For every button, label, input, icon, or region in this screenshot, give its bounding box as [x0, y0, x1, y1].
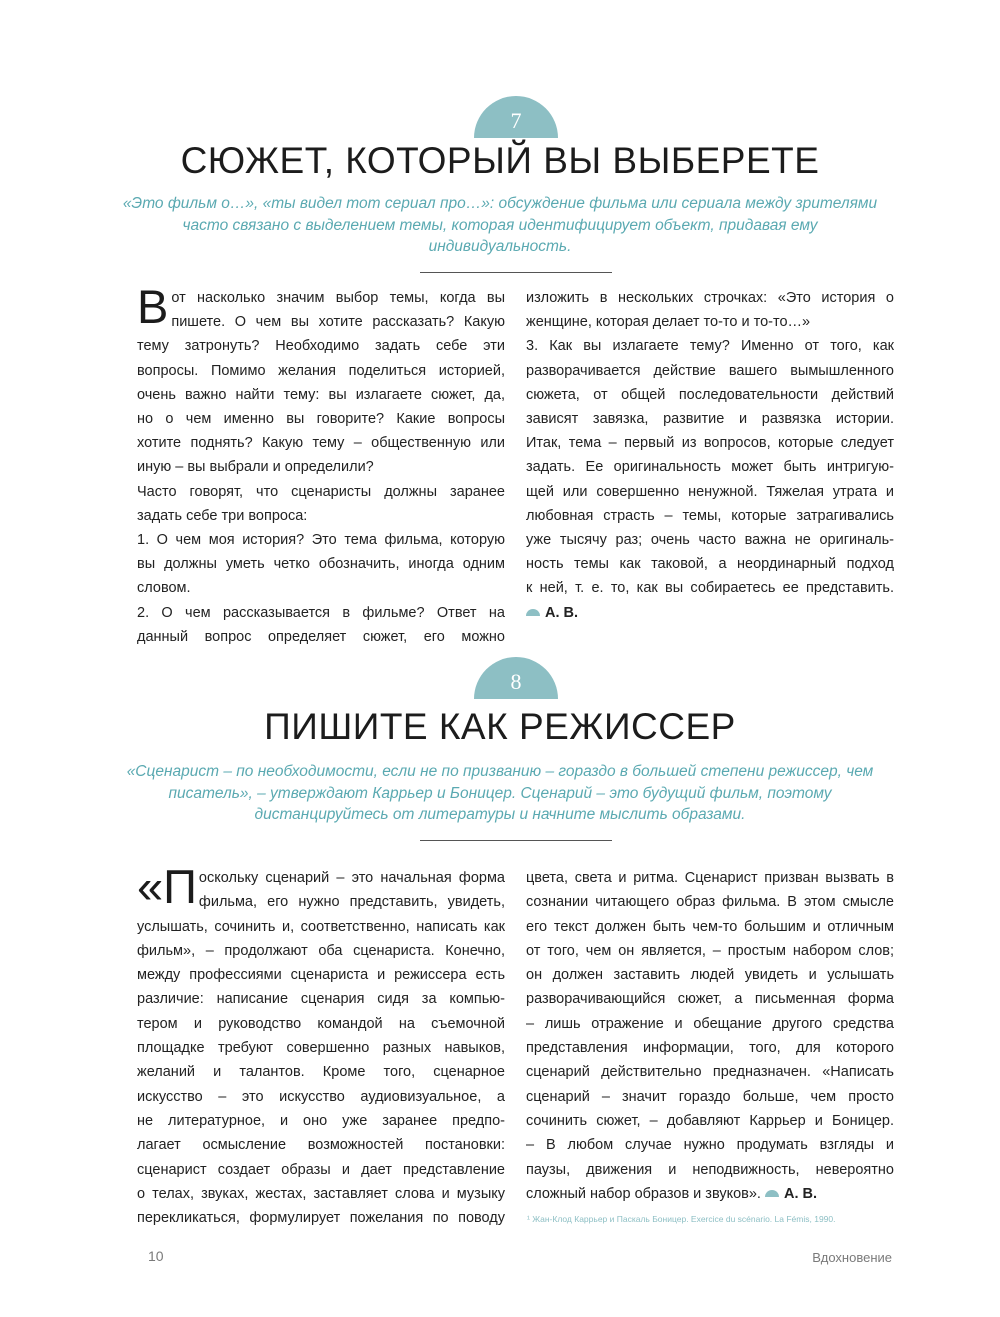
section-lead: «Сценарист – по необходимости, если не по призванию – гораздо в большей степени режиссер, чем писатель», – утверждают Каррьер и Боницер. Сценарий – это будущий фильм, поэтому дистанцируйтесь от литературы и начните мыслить образами.	[126, 763, 874, 823]
body-column-left	[137, 860, 505, 1230]
text-line: фильма, его нужно представить, увидеть,	[198, 894, 505, 911]
text-line: желаний и талантов. Кроме того, сценарное	[137, 1064, 505, 1081]
text-line: но о чем именно вы говорите? Какие вопросы	[137, 411, 505, 428]
text-line: о телах, звуках, жестах, заставляет слова и музыку	[137, 1185, 505, 1202]
text-line: щей или совершенно ненужной. Тяжелая утрата и	[526, 483, 894, 500]
section-lead: «Это фильм о…», «ты видел тот сериал про…»: обсуждение фильма или сериала между зрителями часто связано с выделением темы, которая идентифицирует объект, придавая ему индивидуальность.	[122, 195, 878, 255]
text-line: – лишь отражение и обещание другого средства	[526, 1015, 894, 1032]
text-line: к ней, т. е. то, как вы собираетесь ее представить.	[526, 580, 894, 597]
divider	[420, 840, 612, 841]
text-line: сюжета, от общей последовательности действий	[526, 386, 894, 403]
signature-mark-icon	[526, 609, 540, 616]
running-footer-section: Вдохновение	[812, 1250, 892, 1265]
text-line: цвета, света и ритма. Сценарист призван вызвать в	[526, 870, 894, 886]
text-line: тему затронуть? Необходимо задать себе эти	[137, 338, 505, 355]
text-line: паузы, движения и неподвижность, невероятно	[526, 1161, 894, 1178]
text-line: тером и руководство командой на съемочной	[137, 1015, 505, 1032]
text-line: его текст должен быть чем-то большим и отличным	[526, 918, 894, 935]
text-line: он должен заставить людей увидеть и услышать	[526, 967, 894, 984]
body-column-right	[526, 866, 894, 1206]
page-number: 10	[148, 1248, 164, 1264]
signature-mark-icon	[765, 1190, 779, 1197]
text-line: любовная страсть – темы, которые затрагивались	[526, 507, 894, 524]
body-column-left	[137, 280, 505, 649]
text-line: от того, чем он является, – простым набором слов;	[526, 942, 894, 959]
section-number: 8	[510, 669, 522, 694]
text-line: задать себе три вопроса:	[137, 507, 308, 524]
signature-text: А. В.	[545, 604, 579, 621]
text-line: лагает осмысление возможностей постановки:	[137, 1137, 505, 1154]
author-signature	[526, 601, 894, 625]
footnote: ¹ Жан-Клод Каррьер и Паскаль Боницер. Exercice du scénario. La Fémis, 1990.	[527, 1214, 836, 1224]
text-line: между профессиями сценариста и режиссера есть	[137, 967, 505, 984]
text-line: сценарист создает образы и дает представление	[137, 1161, 505, 1178]
divider	[420, 272, 612, 273]
text-line: площадке требуют совершенно разных навыков,	[137, 1040, 505, 1057]
section-number-badge	[474, 657, 558, 699]
text-line: перекликаться, формулирует пожелания по поводу	[137, 1210, 505, 1227]
text-line: вопросы. Помимо желания поделиться историей,	[137, 362, 505, 379]
signature-text: А. В.	[784, 1185, 818, 1202]
text-line: не литературное, и оно уже заранее предпо-	[137, 1112, 505, 1129]
text-line: Итак, тема – первый из вопросов, которые следует	[526, 435, 894, 452]
text-line: фильм», – продолжают оба сценариста. Конечно,	[137, 942, 505, 959]
text-line: 3. Как вы излагаете тему? Именно от того, как	[526, 338, 894, 355]
text-line: сочинить сюжет, – добавляют Каррьер и Боницер.	[526, 1112, 894, 1129]
section-number: 7	[510, 108, 522, 133]
text-line: искусство – это искусство аудиовизуальное, а	[137, 1088, 505, 1105]
drop-cap: «П	[137, 860, 197, 913]
section-number-badge	[474, 96, 558, 138]
text-line: от насколько значим выбор темы, когда вы	[171, 290, 505, 306]
text-line: данный вопрос определяет сюжет, его можно	[137, 628, 505, 645]
text-line: ность темы как таковой, а неординарный подход	[526, 556, 894, 573]
text-line: 1. О чем моя история? Это тема фильма, которую	[137, 532, 505, 549]
section-title: ПИШИТЕ КАК РЕЖИССЕР	[264, 706, 736, 747]
text-line: сознании читающего образ фильма. В этом смысле	[526, 894, 894, 911]
text-line: услышать, сочинить и, соответственно, написать как	[137, 918, 505, 935]
text-line: вы должны уметь четко обозначить, иногда одним	[137, 556, 505, 573]
text-line-with-signature	[526, 1182, 894, 1206]
text-line: зависят завязка, развитие и развязка истории.	[526, 411, 894, 428]
text-line: иную – вы выбрали и определили?	[137, 459, 374, 476]
text-line: 2. О чем рассказывается в фильме? Ответ на	[137, 604, 505, 621]
text-line: представления информации, того, для которого	[526, 1040, 894, 1057]
text-line: Часто говорят, что сценаристы должны заранее	[137, 483, 505, 500]
text-line: сложный набор образов и звуков».	[526, 1185, 761, 1202]
text-line: словом.	[137, 580, 191, 597]
section-title: СЮЖЕТ, КОТОРЫЙ ВЫ ВЫБЕРЕТЕ	[180, 140, 820, 181]
text-line: разворачивается действие вашего вымышленного	[526, 362, 894, 379]
text-line: изложить в нескольких строчках: «Это история о	[526, 290, 894, 306]
text-line: – В любом случае нужно продумать взгляды и	[526, 1137, 894, 1154]
text-line: задать. Ее оригинальность может быть интригую-	[526, 459, 894, 476]
text-line: очень важно найти тему: вы излагаете сюжет, да,	[137, 386, 505, 403]
text-line: сценарий действительно предназначен. «Написать	[526, 1064, 894, 1081]
text-line: сценарий – значит гораздо больше, чем просто	[526, 1088, 894, 1105]
text-line: женщине, которая делает то-то и то-то…»	[526, 314, 811, 331]
text-line: уже тысячу раз; очень часто важна не оригиналь-	[526, 532, 894, 549]
text-line: разворачивающийся сюжет, а письменная форма	[526, 991, 894, 1008]
text-line: пишете. О чем вы хотите рассказать? Какую	[171, 314, 505, 331]
drop-cap: В	[137, 280, 169, 333]
body-column-right	[526, 286, 894, 625]
text-line: оскольку сценарий – это начальная форма	[198, 870, 505, 886]
text-line: хотите поднять? Какую тему – общественную или	[137, 435, 505, 452]
text-line: различие: написание сценария сидя за компью-	[137, 991, 505, 1008]
